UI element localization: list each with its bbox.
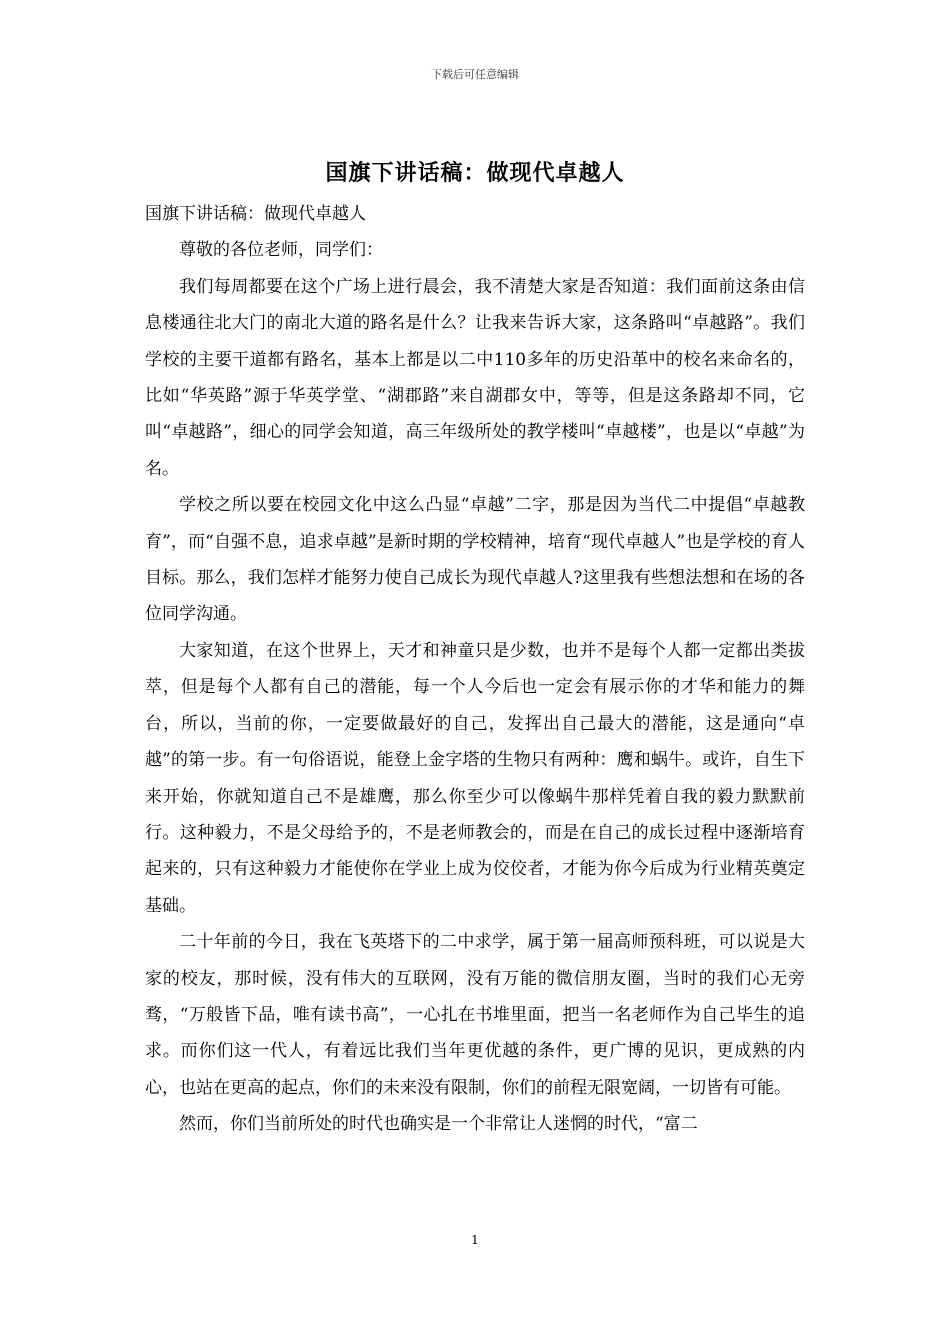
header-note: 下载后可任意编辑 bbox=[431, 68, 519, 81]
paragraph: 然而，你们当前所处的时代也确实是一个非常让人迷惘的时代，“富二 bbox=[179, 1114, 698, 1135]
paragraph: 尊敬的各位老师，同学们： bbox=[179, 240, 383, 261]
page-number: 1 bbox=[471, 1233, 479, 1247]
paragraph: 我们每周都要在这个广场上进行晨会，我不清楚大家是否知道：我们面前这条由信息楼通往北大门的南北大道的路名是什么？让我来告诉大家，这条路叫“卓越路”。我们学校的主要干道都有路名，基本上都是以二中110多年的历史沿革中的校名来命名的，比如“华英路”源于华英学堂、“湖郡路”来自湖郡女中，等等，但是这条路却不同，它叫“卓越路”，细心的同学会知道，高三年级所处的教学楼叫“卓越楼”，也是以“卓越”为名。 bbox=[145, 276, 805, 479]
paragraph: 大家知道，在这个世界上，天才和神童只是少数，也并不是每个人都一定都出类拔萃，但是每个人都有自己的潜能，每一个人今后也一定会有展示你的才华和能力的舞台，所以，当前的你，一定要做最好的自己，发挥出自己最大的潜能，这是通向“卓越”的第一步。有一句俗语说，能登上金字塔的生物只有两种：鹰和蜗牛。或许，自生下来开始，你就知道自己不是雄鹰，那么你至少可以像蜗牛那样凭着自我的毅力默默前行。这种毅力，不是父母给予的，不是老师教会的，而是在自己的成长过程中逐渐培育起来的，只有这种毅力才能使你在学业上成为佼佼者，才能为你今后成为行业精英奠定基础。 bbox=[145, 640, 805, 916]
paragraph: 学校之所以要在校园文化中这么凸显“卓越”二字，那是因为当代二中提倡“卓越教育”，而“自强不息，追求卓越”是新时期的学校精神，培育“现代卓越人”也是学校的育人目标。那么，我们怎样才能努力使自己成长为现代卓越人?这里我有些想法想和在场的各位同学沟通。 bbox=[145, 495, 805, 625]
body-text bbox=[145, 196, 805, 1143]
paragraph: 二十年前的今日，我在飞英塔下的二中求学，属于第一届高师预科班，可以说是大家的校友，那时候，没有伟大的互联网，没有万能的微信朋友圈，当时的我们心无旁骛，“万般皆下品，唯有读书高”，一心扎在书堆里面，把当一名老师作为自己毕生的追求。而你们这一代人，有着远比我们当年更优越的条件，更广博的见识，更成熟的内心，也站在更高的起点，你们的未来没有限制，你们的前程无限宽阔，一切皆有可能。 bbox=[145, 932, 805, 1098]
page-title: 国旗下讲话稿：做现代卓越人 bbox=[325, 160, 625, 186]
subtitle: 国旗下讲话稿：做现代卓越人 bbox=[145, 204, 366, 224]
